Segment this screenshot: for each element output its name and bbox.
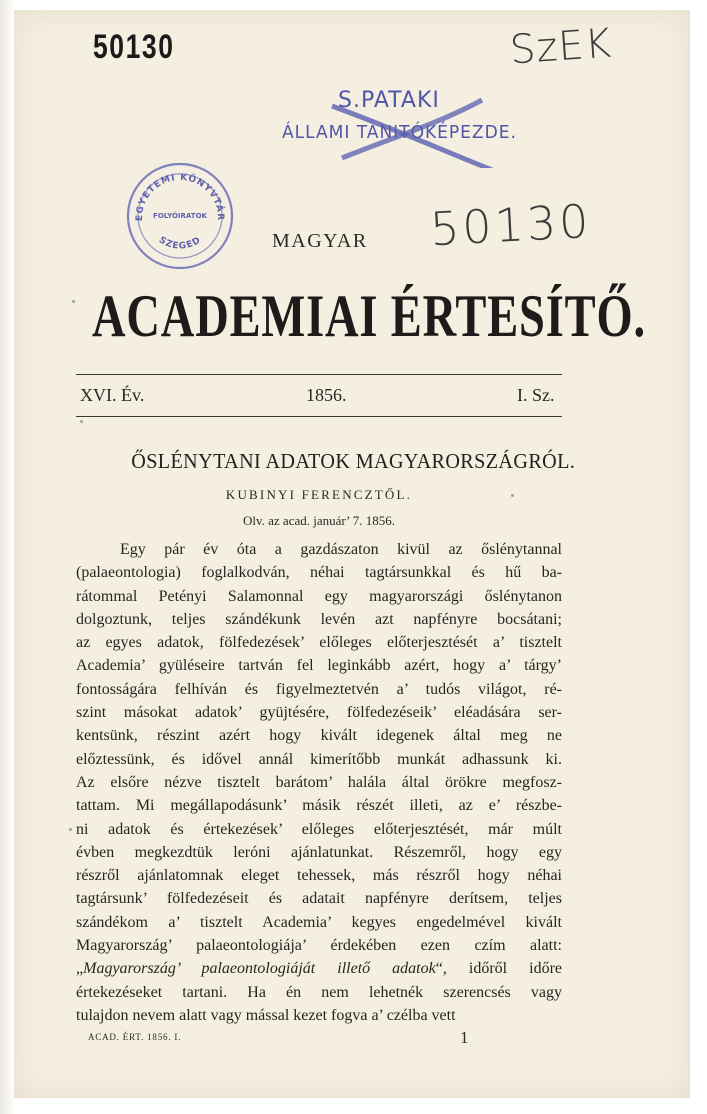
- article-body: [76, 538, 562, 1027]
- library-stamp-top-text: EGYETEMI KÖNYVTÁR: [134, 172, 226, 222]
- body-line-quote: [76, 957, 562, 980]
- body-line: Az elsőre nézve tisztelt barátom’ halála által örökre megfosz-: [76, 773, 562, 791]
- masthead-rule-bottom: [76, 416, 562, 417]
- body-line: dolgoztunk, teljes szándékunk levén azt napfényre bocsátani;: [76, 610, 562, 628]
- handwritten-library-code: SzEK: [508, 20, 614, 74]
- body-line: részről ajánlatomnak eleget tehessek, más részről hogy néhai: [76, 867, 562, 885]
- pataki-stamp-line2: ÁLLAMI TANITÓKÉPEZDE.: [282, 122, 517, 143]
- article-title-text: ŐSLÉNYTANI ADATOK MAGYARORSZÁGRÓL.: [131, 449, 576, 473]
- svg-text:SZEGED: [157, 235, 203, 252]
- page-scan-edge: [0, 0, 14, 1114]
- shelfmark-number: 50130: [93, 28, 175, 66]
- masthead-kicker: MAGYAR: [272, 230, 368, 252]
- footer-signature: ACAD. ÉRT. 1856. I.: [88, 1032, 182, 1042]
- masthead-rule-top: [76, 374, 562, 375]
- body-line: ni adatok és értekezések’ előleges előterjesztését, már múlt: [76, 820, 562, 838]
- body-line: évben megkezdtük leróni ajánlatunkat. Részemről, hogy egy: [76, 843, 562, 861]
- body-line: tulajdon nevem alatt vagy mással kezet fogva a’ czélba vett: [76, 1006, 456, 1024]
- cancel-cross-icon: [282, 88, 562, 168]
- paper-speck: [69, 828, 72, 831]
- quoted-title: Magyarország’ palaeontologiáját illető adatok: [83, 960, 436, 978]
- body-line: Academia’ gyüléseire tartván fel leginkább azért, hogy a’ tárgy’: [76, 657, 562, 675]
- pataki-library-stamp: [282, 88, 562, 158]
- journal-title: ACADEMIAI ÉRTESÍTŐ.: [92, 283, 646, 351]
- body-line: tattam. Mi megállapodásunk’ másik részét illeti, az e’ részbe-: [76, 797, 562, 815]
- body-line: előztessünk, és idővel annál kimerítőbb munkát adhassunk ki.: [76, 750, 562, 768]
- body-line: tagtársunk’ fölfedezéseit és adatait napfényre derítsem, teljes: [76, 890, 562, 908]
- body-line: (palaeontologia) foglalkodván, néhai tagtársunkkal és hű ba-: [76, 564, 562, 582]
- pataki-stamp-line1: S.PATAKI: [338, 88, 440, 113]
- article-title: [0, 449, 707, 474]
- volume-year-label: XVI. Év.: [80, 385, 145, 405]
- body-line: szándékom a’ tisztelt Academia’ kegyes engedelmével kivált: [76, 913, 562, 931]
- body-line: rátommal Petényi Salamonnal egy magyarországi őslénytanon: [76, 587, 562, 605]
- university-library-stamp: [124, 160, 236, 272]
- paper-speck: [511, 494, 514, 497]
- body-line: értekezéseket tartani. Ha én nem lehetnék szerencsés vagy: [76, 983, 562, 1001]
- quote-line-after: , időről időre: [442, 960, 563, 978]
- handwritten-inventory-number: 50130: [428, 193, 593, 257]
- body-line: Magyarország’ palaeontologiája’ érdekében ezen czím alatt:: [76, 937, 562, 955]
- issue-number: I. Sz.: [517, 385, 555, 405]
- body-line: az egyes adatok, fölfedezések’ előleges előterjesztését a’ tisztelt: [76, 634, 562, 652]
- body-line: kentsünk, részint azért hogy kivált idegenek által meg ne: [76, 727, 562, 745]
- body-line: fontosságára felhíván és figyelmeztetvén a’ tudós világot, ré-: [76, 680, 562, 698]
- library-stamp-middle-text: FOLYÓIRATOK: [153, 212, 207, 220]
- paper-speck: [72, 300, 75, 303]
- library-stamp-bottom-text: SZEGED: [156, 235, 204, 252]
- body-line: Egy pár év óta a gazdászaton kivül az őslénytannal: [120, 541, 562, 558]
- quote-open-mark: „: [76, 960, 84, 978]
- page-number: 1: [460, 1028, 469, 1047]
- issue-date: 1856.: [306, 385, 347, 405]
- article-read-note: Olv. az acad. január’ 7. 1856.: [242, 513, 396, 528]
- body-line: szint másokat adatok’ gyüjtésére, fölfedezéseik’ eléadására ser-: [76, 704, 562, 722]
- paper-speck: [80, 420, 83, 423]
- article-author: KUBINYI FERENCZTŐL.: [225, 487, 413, 502]
- quote-close-mark: “: [435, 960, 443, 978]
